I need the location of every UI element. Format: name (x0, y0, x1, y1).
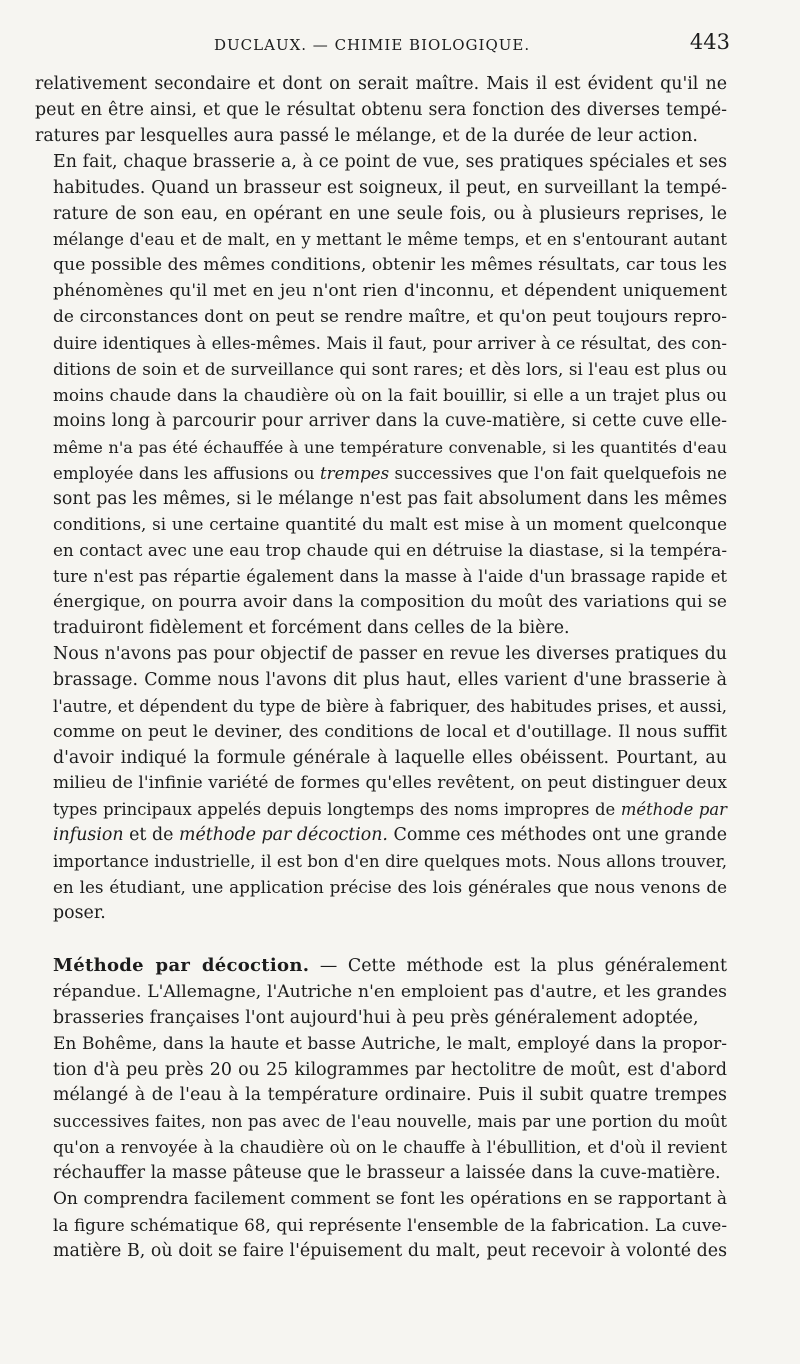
italic-term-decoction: méthode par décoction. (179, 825, 388, 846)
page-number: 443 (689, 30, 730, 54)
text-run: Comme ces méthodes ont une grande (387, 825, 727, 846)
page-header (0, 30, 800, 60)
paragraph-6 (35, 1187, 727, 1265)
text-line: de circonstances dont on peut se rendre maître, et qu'on peut toujours repro- (53, 307, 727, 328)
text-line: milieu de l'infinie variété de formes qu'elles revêtent, on peut distinguer deux (53, 773, 727, 794)
text-line (35, 461, 727, 487)
section-title: Méthode par décoction. (53, 954, 310, 976)
text-line: moins chaude dans la chaudière où on la fait bouillir, si elle a un trajet plus ou (53, 384, 727, 405)
text-line: l'autre, et dépendent du type de bière à fabriquer, des habitudes prises, et aussi, (53, 696, 727, 716)
italic-term-methode-par: méthode par (620, 800, 727, 820)
paragraph-3 (35, 642, 727, 927)
text-line: répandue. L'Allemagne, l'Autriche n'en emploient pas d'autre, et les grandes (53, 981, 727, 1002)
text-line: duire identiques à elles-mêmes. Mais il faut, pour arriver à ce résultat, des con- (53, 334, 727, 354)
text-run: — Cette méthode est la plus généralement (309, 955, 727, 976)
text-line: même n'a pas été échauffée à une température convenable, si les quantités d'eau (53, 437, 727, 457)
text-run: et de (123, 825, 179, 846)
text-line: ditions de soin et de surveillance qui sont rares; et dès lors, si l'eau est plus ou (53, 358, 727, 379)
text-line: comme on peut le deviner, des conditions de local et d'outillage. Il nous suffit (53, 721, 727, 742)
text-line: sont pas les mêmes, si le mélange n'est pas fait absolument dans les mêmes (53, 488, 727, 509)
running-head: DUCLAUX. — CHIMIE BIOLOGIQUE. (214, 36, 531, 54)
text-line: qu'on a renvoyée à la chaudière où on le chauffe à l'ébullition, et d'où il revient (53, 1138, 727, 1158)
text-line: mélangé à de l'eau à la température ordinaire. Puis il subit quatre trempes (53, 1085, 727, 1106)
text-line: habitudes. Quand un brasseur est soigneux, il peut, en surveillant la tempé- (53, 177, 727, 198)
text-run: employée dans les affusions ou (53, 463, 320, 483)
italic-term-infusion: infusion (53, 825, 124, 846)
text-line: Nous n'avons pas pour objectif de passer en revue les diverses pratiques du (53, 643, 727, 664)
text-line: En fait, chaque brasserie a, à ce point de vue, ses pratiques spéciales et ses (53, 151, 727, 172)
text-line: traduiront fidèlement et forcément dans celles de la bière. (53, 618, 570, 639)
text-line: importance industrielle, il est bon d'en dire quelques mots. Nous allons trouver, (53, 852, 727, 872)
text-line (35, 797, 727, 823)
text-line: que possible des mêmes conditions, obtenir les mêmes résultats, car tous les (53, 255, 727, 276)
body-text (35, 72, 727, 1265)
text-line: ture n'est pas répartie également dans la masse à l'aide d'un brassage rapide et (53, 567, 727, 587)
text-line: réchauffer la masse pâteuse que le brasseur a laissée dans la cuve-matière. (53, 1163, 721, 1184)
text-line: tion d'à peu près 20 ou 25 kilogrammes par hectolitre de moût, est d'abord (53, 1059, 727, 1080)
text-line (35, 953, 727, 980)
text-line: successives faites, non pas avec de l'eau nouvelle, mais par une portion du moût (53, 1112, 727, 1132)
text-line: matière B, où doit se faire l'épuisement du malt, peut recevoir à volonté des (53, 1240, 727, 1261)
text-line: brassage. Comme nous l'avons dit plus haut, elles varient d'une brasserie à (53, 669, 727, 690)
text-line: moins long à parcourir pour arriver dans la cuve-matière, si cette cuve elle- (53, 410, 727, 431)
text-line: rature de son eau, en opérant en une seule fois, ou à plusieurs reprises, le (53, 203, 727, 224)
text-line: phénomènes qu'il met en jeu n'ont rien d'inconnu, et dépendent uniquement (53, 281, 727, 302)
text-line: en les étudiant, une application précise des lois générales que nous venons de (53, 877, 727, 898)
text-line: On comprendra facilement comment se font les opérations en se rapportant à (53, 1189, 727, 1210)
text-line: en contact avec une eau trop chaude qui en détruise la diastase, si la tempéra- (53, 540, 727, 561)
italic-term-trempes: trempes (320, 463, 390, 483)
text-line (35, 823, 727, 849)
text-line: poser. (53, 903, 106, 923)
text-run: successives que l'on fait quelquefois ne (389, 463, 727, 483)
text-line: d'avoir indiqué la formule générale à laquelle elles obéissent. Pourtant, au (53, 747, 727, 768)
paragraph-1 (35, 72, 727, 150)
text-line: ratures par lesquelles aura passé le mélange, et de la durée de leur action. (35, 125, 698, 146)
text-line: brasseries françaises l'ont aujourd'hui à peu près généralement adoptée, (53, 1007, 699, 1028)
paragraph-4-section (35, 953, 727, 1032)
text-line: énergique, on pourra avoir dans la composition du moût des variations qui se (53, 592, 727, 613)
text-line: En Bohême, dans la haute et basse Autriche, le malt, employé dans la propor- (53, 1033, 727, 1054)
text-line: relativement secondaire et dont on serait maître. Mais il est évident qu'il ne (35, 74, 727, 94)
text-line: conditions, si une certaine quantité du malt est mise à un moment quelconque (53, 514, 727, 535)
text-line: mélange d'eau et de malt, en y mettant le même temps, et en s'entourant autant (53, 230, 727, 250)
paragraph-5 (35, 1032, 727, 1187)
text-line: la figure schématique 68, qui représente l'ensemble de la fabrication. La cuve- (53, 1214, 727, 1235)
text-line: peut en être ainsi, et que le résultat obtenu sera fonction des diverses tempé- (35, 99, 727, 120)
text-run: types principaux appelés depuis longtemps des noms impropres de (53, 800, 621, 820)
paragraph-2 (35, 150, 727, 642)
